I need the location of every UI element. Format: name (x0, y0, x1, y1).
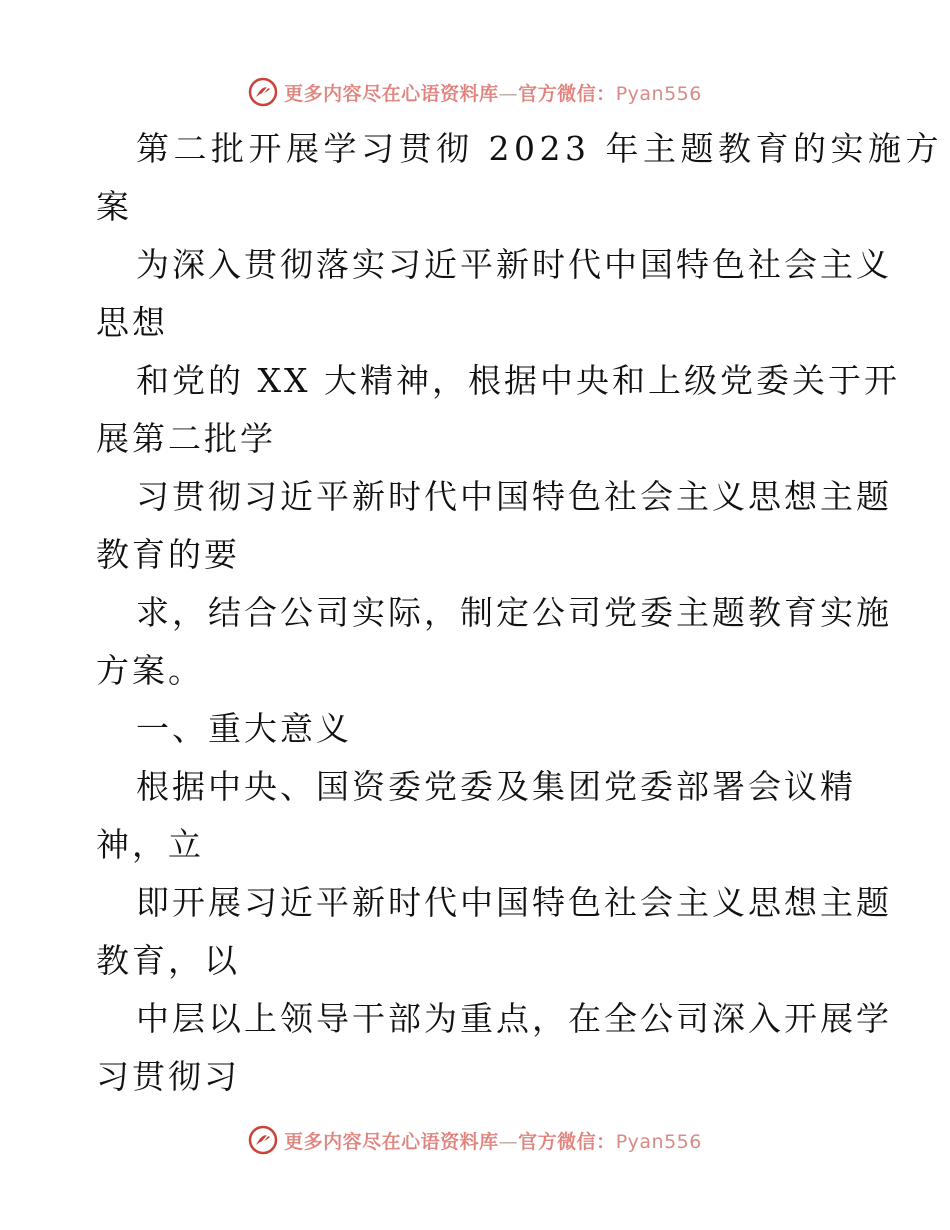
doc-paragraph-line: 神，立 (96, 825, 204, 864)
document-body (96, 120, 943, 1106)
section-heading: 一、重大意义 (136, 709, 352, 748)
seal-logo-icon (248, 1125, 278, 1155)
watermark-text (284, 1127, 702, 1154)
doc-paragraph-line: 中层以上领导干部为重点，在全公司深入开展学 (136, 999, 892, 1038)
doc-paragraph-line: 即开展习近平新时代中国特色社会主义思想主题 (136, 883, 892, 922)
doc-paragraph-line: 求，结合公司实际，制定公司党委主题教育实施 (136, 593, 892, 632)
doc-paragraph-line: 展第二批学 (96, 419, 276, 458)
watermark-dash: — (498, 1130, 519, 1153)
watermark-site-text: 更多内容尽在心语资料库 (284, 82, 499, 105)
doc-paragraph-line: 习贯彻习 (96, 1057, 240, 1096)
doc-paragraph-line: 思想 (96, 303, 168, 342)
watermark-wechat-label: 官方微信： (518, 82, 616, 105)
watermark-account: Pyan556 (615, 1130, 702, 1153)
watermark-text (284, 79, 702, 106)
doc-paragraph-line: 教育，以 (96, 941, 240, 980)
doc-paragraph-line: 为深入贯彻落实习近平新时代中国特色社会主义 (136, 245, 892, 284)
doc-paragraph-line: 习贯彻习近平新时代中国特色社会主义思想主题 (136, 477, 892, 516)
doc-paragraph-line: 方案。 (96, 651, 204, 690)
doc-title-line-2: 案 (96, 187, 132, 226)
header-watermark (0, 72, 950, 112)
watermark-wechat-label: 官方微信： (518, 1130, 616, 1153)
watermark-account: Pyan556 (615, 82, 702, 105)
footer-watermark (0, 1120, 950, 1160)
doc-paragraph-line: 和党的 XX 大精神，根据中央和上级党委关于开 (136, 361, 900, 400)
doc-paragraph-line: 教育的要 (96, 535, 240, 574)
doc-title-line-1: 第二批开展学习贯彻 2023 年主题教育的实施方 (136, 129, 943, 168)
watermark-dash: — (498, 82, 519, 105)
doc-paragraph-line: 根据中央、国资委党委及集团党委部署会议精 (136, 767, 856, 806)
watermark-site-text: 更多内容尽在心语资料库 (284, 1130, 499, 1153)
seal-logo-icon (248, 77, 278, 107)
